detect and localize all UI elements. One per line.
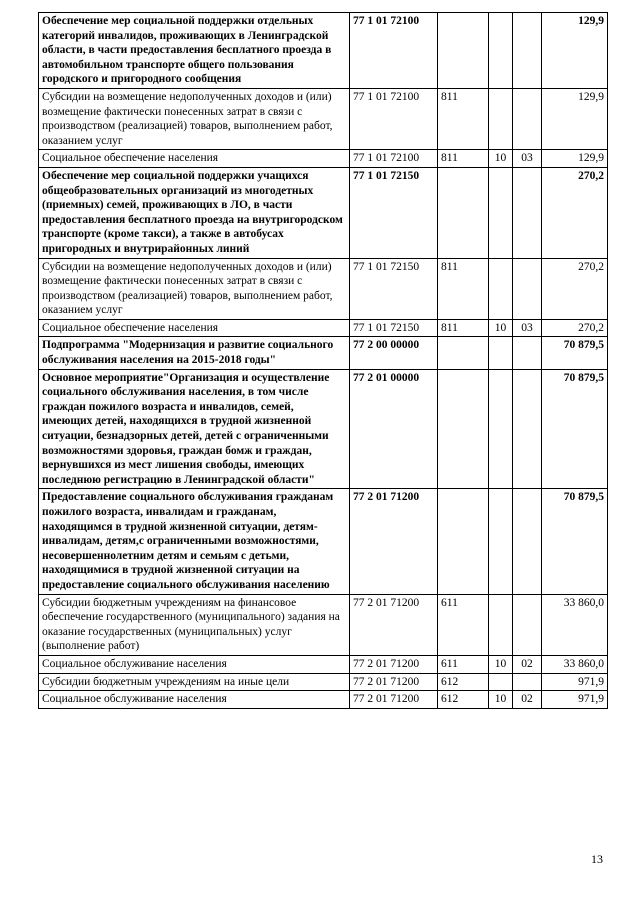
subsection-cell: [513, 594, 542, 655]
section-cell: [489, 167, 513, 258]
target-article-cell: 77 2 00 00000: [350, 337, 438, 369]
section-cell: [489, 673, 513, 691]
expense-type-cell: [438, 337, 489, 369]
item-name-cell: Социальное обеспечение населения: [39, 150, 350, 168]
target-article-cell: 77 1 01 72100: [350, 13, 438, 89]
section-cell: [489, 489, 513, 594]
item-name-cell: Основное мероприятие"Организация и осуществление социального обслуживания населения, в том числе граждан пожилого возраста и инвалидов, семей, имеющих детей, находящихся в трудной жизненной ситуации, безнадзорных детей, детей с ограниченными возможностями здоровья, граждан бомж и граждан, вернувшихся из мест лишения свободы, имеющих последнюю регистрацию в Ленинградской области": [39, 369, 350, 489]
section-cell: [489, 594, 513, 655]
section-cell: 10: [489, 150, 513, 168]
section-cell: [489, 13, 513, 89]
amount-cell: 129,9: [542, 88, 608, 149]
subsection-cell: 03: [513, 150, 542, 168]
section-cell: 10: [489, 691, 513, 709]
amount-cell: 70 879,5: [542, 369, 608, 489]
amount-cell: 971,9: [542, 691, 608, 709]
expense-type-cell: 611: [438, 655, 489, 673]
item-name-cell: Предоставление социального обслуживания гражданам пожилого возраста, инвалидам и гражданам, находящимся в трудной жизненной ситуации, детям-инвалидам, детям,с ограниченными возможностями, несовершеннолетним детям и семьям с детьми, находящимися в трудной жизненной ситуации на предоставление социального обслуживания населению: [39, 489, 350, 594]
subsection-cell: [513, 88, 542, 149]
expense-type-cell: 612: [438, 673, 489, 691]
expense-type-cell: [438, 489, 489, 594]
budget-table-body: [39, 13, 608, 709]
amount-cell: 270,2: [542, 319, 608, 337]
subsection-cell: [513, 337, 542, 369]
expense-type-cell: 811: [438, 150, 489, 168]
subsection-cell: [513, 13, 542, 89]
expense-type-cell: [438, 13, 489, 89]
amount-cell: 70 879,5: [542, 337, 608, 369]
table-row: [39, 594, 608, 655]
expense-type-cell: 811: [438, 319, 489, 337]
expense-type-cell: 612: [438, 691, 489, 709]
item-name-cell: Социальное обслуживание населения: [39, 655, 350, 673]
subsection-cell: 02: [513, 691, 542, 709]
item-name-cell: Обеспечение мер социальной поддержки учащихся общеобразовательных организаций из многодетных (приемных) семей, проживающих в ЛО, в части предоставления бесплатного проезда на внутригородском транспорте (кроме такси), а также в автобусах пригородных и внутрирайонных линий: [39, 167, 350, 258]
expense-type-cell: [438, 167, 489, 258]
amount-cell: 33 860,0: [542, 655, 608, 673]
target-article-cell: 77 2 01 71200: [350, 691, 438, 709]
target-article-cell: 77 2 01 71200: [350, 489, 438, 594]
table-row: [39, 337, 608, 369]
subsection-cell: [513, 167, 542, 258]
table-row: [39, 258, 608, 319]
section-cell: 10: [489, 319, 513, 337]
target-article-cell: 77 1 01 72100: [350, 150, 438, 168]
table-row: [39, 369, 608, 489]
section-cell: [489, 369, 513, 489]
target-article-cell: 77 2 01 71200: [350, 673, 438, 691]
target-article-cell: 77 1 01 72100: [350, 88, 438, 149]
target-article-cell: 77 1 01 72150: [350, 167, 438, 258]
item-name-cell: Субсидии бюджетным учреждениям на финансовое обеспечение государственного (муниципального) задания на оказание государственных (муниципальных) услуг (выполнение работ): [39, 594, 350, 655]
amount-cell: 129,9: [542, 150, 608, 168]
section-cell: [489, 88, 513, 149]
item-name-cell: Подпрограмма "Модернизация и развитие социального обслуживания населения на 2015-2018 годы": [39, 337, 350, 369]
amount-cell: 33 860,0: [542, 594, 608, 655]
target-article-cell: 77 2 01 71200: [350, 594, 438, 655]
table-row: [39, 167, 608, 258]
table-row: [39, 489, 608, 594]
table-row: [39, 691, 608, 709]
subsection-cell: [513, 489, 542, 594]
section-cell: [489, 258, 513, 319]
target-article-cell: 77 2 01 71200: [350, 655, 438, 673]
section-cell: [489, 337, 513, 369]
table-row: [39, 88, 608, 149]
budget-table: [38, 12, 608, 709]
item-name-cell: Обеспечение мер социальной поддержки отдельных категорий инвалидов, проживающих в Ленинградской области, в части предоставления бесплатного проезда в автомобильном транспорте общего пользования городского и пригородного сообщения: [39, 13, 350, 89]
table-row: [39, 150, 608, 168]
amount-cell: 70 879,5: [542, 489, 608, 594]
subsection-cell: 03: [513, 319, 542, 337]
table-row: [39, 319, 608, 337]
table-row: [39, 13, 608, 89]
table-row: [39, 673, 608, 691]
expense-type-cell: 811: [438, 88, 489, 149]
target-article-cell: 77 2 01 00000: [350, 369, 438, 489]
expense-type-cell: 611: [438, 594, 489, 655]
item-name-cell: Социальное обслуживание населения: [39, 691, 350, 709]
amount-cell: 270,2: [542, 167, 608, 258]
amount-cell: 129,9: [542, 13, 608, 89]
expense-type-cell: 811: [438, 258, 489, 319]
item-name-cell: Социальное обеспечение населения: [39, 319, 350, 337]
expense-type-cell: [438, 369, 489, 489]
subsection-cell: 02: [513, 655, 542, 673]
amount-cell: 270,2: [542, 258, 608, 319]
target-article-cell: 77 1 01 72150: [350, 319, 438, 337]
item-name-cell: Субсидии на возмещение недополученных доходов и (или) возмещение фактически понесенных затрат в связи с производством (реализацией) товаров, выполнением работ, оказанием услуг: [39, 88, 350, 149]
subsection-cell: [513, 673, 542, 691]
section-cell: 10: [489, 655, 513, 673]
table-row: [39, 655, 608, 673]
amount-cell: 971,9: [542, 673, 608, 691]
item-name-cell: Субсидии на возмещение недополученных доходов и (или) возмещение фактически понесенных затрат в связи с производством (реализацией) товаров, выполнением работ, оказанием услуг: [39, 258, 350, 319]
subsection-cell: [513, 258, 542, 319]
subsection-cell: [513, 369, 542, 489]
target-article-cell: 77 1 01 72150: [350, 258, 438, 319]
page-number: 13: [591, 852, 603, 866]
item-name-cell: Субсидии бюджетным учреждениям на иные цели: [39, 673, 350, 691]
